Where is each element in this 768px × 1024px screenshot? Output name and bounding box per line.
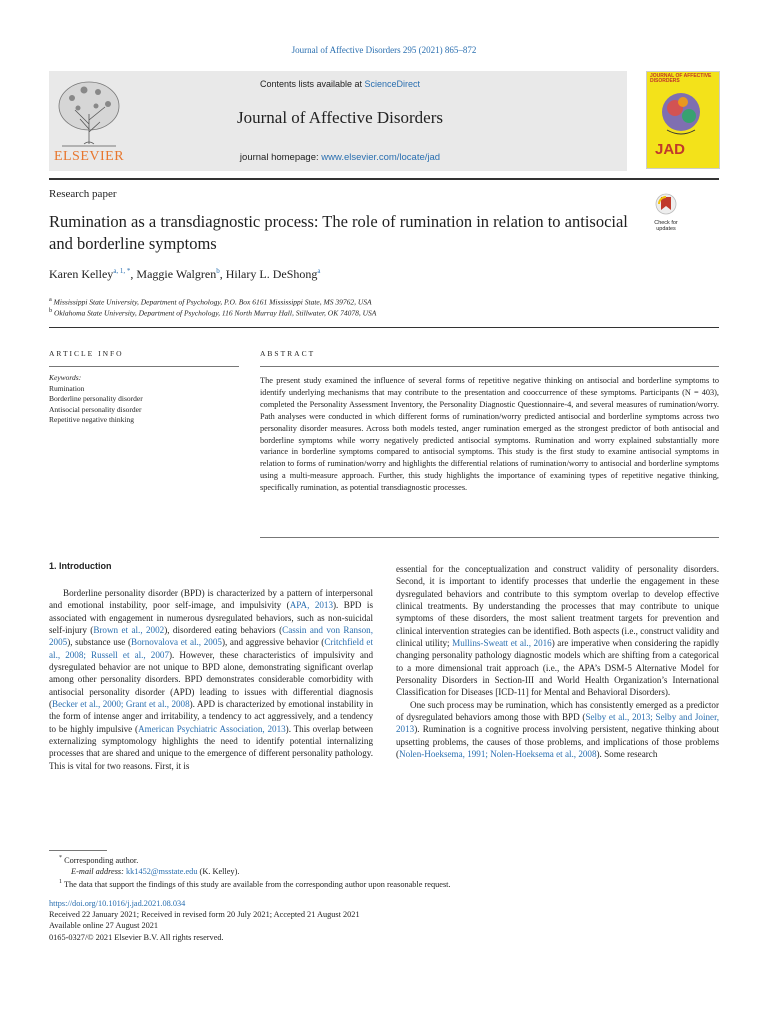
article-type: Research paper [49, 188, 117, 200]
keyword-item: Rumination [49, 383, 85, 393]
body-text: ) are imperative when considering the rapidly changing personality pathology diagnostic models which are shifting from a categorical to a more dimensional trait approach (i.e., the APA’s DSM-5 Alternative Model for Personality Disorders in Section-III and World Health Organization’s International Classification for Diseases [ICD-11] for Mental and Behavioral Disorders). [396, 638, 720, 698]
keyword-item: Borderline personality disorder [49, 394, 143, 403]
affiliation-mark: a [49, 296, 52, 303]
footnote-mark: * [59, 855, 62, 861]
body-text: ). BPD is associated with engagement in numerous dysregulated behaviors, such as non-suicidal self-injury ( [49, 600, 374, 636]
citation-link[interactable]: Becker et al., 2000; Grant et al., 2008 [52, 699, 190, 710]
doi-link[interactable]: https://doi.org/10.1016/j.jad.2021.08.034 [49, 899, 186, 908]
journal-citation[interactable]: Journal of Affective Disorders 295 (2021) 865–872 [291, 45, 477, 55]
abstract-rule [260, 366, 719, 367]
keyword-item: Antisocial personality disorder [49, 404, 142, 414]
footnote-corresponding [49, 853, 719, 866]
author-list [49, 267, 320, 282]
cover-title: JOURNAL OF AFFECTIVE DISORDERS [650, 73, 712, 84]
publication-info [49, 898, 549, 943]
footnote-text: Corresponding author. [64, 855, 139, 865]
body-text: Borderline personality disorder (BPD) is characterized by a pattern of interpersonal and emotional instability, poor self-image, and impulsivity ( [49, 588, 373, 611]
abstract-text: The present study examined the influence of several forms of repetitive negative thinking on antisocial and borderline symptoms to identify underlying mechanisms that may contribute to the presentation and cooccurrence of these symptoms. Participants (N = 403), completed the Personality Assessment Inventory, the Personality Diagnostic Questionnaire-4, and several measures of rumination/worry. Path analyses were conducted in which different forms of rumination/worry predicted antisocial and borderline symptoms across two personality disorder measures. Across both models tested, anger rumination emerged as the strongest predictor of both antisocial and borderline symptoms while worry negatively predicted antisocial symptoms. Rumination and worry explained substantially more variance in borderline symptoms compared to antisocial symptoms. This study is the first study to examine antisocial symptoms in relation to forms of rumination/worry and highlights the differential relations of rumination/worry to antisocial and borderline symptoms using a multi-measure approach. Further, this study highlights the importance of examining types of repetitive negative thinking, specifically rumination, as potential transdiagnostic processes. [260, 376, 719, 493]
affiliation-text: Mississippi State University, Department of Psychology, P.O. Box 6161 Mississippi State, MS 39762, USA [53, 297, 372, 307]
paragraph [49, 587, 373, 772]
section-rule [49, 327, 719, 328]
body-text: ). APD is characterized by emotional instability in the form of intense anger and irritability, a tendency to act aggressively, and a tendency to be highly impulsive ( [49, 699, 373, 734]
email-label: E-mail address: [71, 866, 126, 876]
body-text: ). Rumination is a cognitive process involving persistent, negative thinking about upsetting problems, the causes of those problems, and implications of those problems ( [396, 724, 719, 760]
citation-link[interactable]: Selby et al., 2013; Selby and Joiner, 2013 [396, 712, 720, 735]
body-column-right [396, 563, 719, 761]
footnote-text: The data that support the findings of this study are available from the corresponding author upon reasonable request. [63, 879, 451, 889]
email-link[interactable]: kk1452@msstate.edu [126, 866, 198, 876]
journal-title: Journal of Affective Disorders [237, 108, 443, 127]
body-column-left [49, 587, 373, 772]
affiliation-b [49, 307, 376, 318]
citation-link[interactable]: Bornovalova et al., 2005 [131, 637, 222, 648]
cover-jad-label: JAD [655, 141, 686, 158]
author-name: Maggie Walgren [136, 267, 217, 281]
citation-link[interactable]: Critchfield et al., 2008; Russell et al., 2007 [49, 637, 373, 660]
homepage-link[interactable]: www.elsevier.com/locate/jad [321, 152, 441, 163]
sciencedirect-link[interactable]: ScienceDirect [364, 79, 421, 89]
copyright: 0165-0327/© 2021 Elsevier B.V. All rights reserved. [49, 932, 224, 942]
author-1[interactable] [49, 267, 136, 281]
footnote-1 [49, 877, 719, 890]
contents-available [140, 79, 540, 89]
author-affil-mark[interactable]: b [216, 267, 220, 275]
check-for-updates-badge[interactable] [650, 193, 682, 233]
article-info-heading: ARTICLE INFO [49, 349, 124, 358]
online-date: Available online 27 August 2021 [49, 921, 159, 931]
article-info-rule [49, 366, 239, 367]
footnotes [49, 853, 719, 890]
affiliation-text: Oklahoma State University, Department of Psychology, 116 North Murray Hall, Stillwater, OK 74078, USA [54, 308, 377, 318]
body-text: One such process may be rumination, which has consistently emerged as a predictor of dysregulated behaviors among those with BPD ( [396, 699, 719, 723]
author-name: Karen Kelley [49, 267, 114, 281]
citation-link[interactable]: Brown et al., 2002 [93, 625, 165, 636]
journal-cover-image[interactable] [646, 71, 720, 169]
author-2[interactable] [136, 267, 225, 281]
contents-prefix: Contents lists available at [259, 79, 365, 89]
body-text: ), and aggressive behavior ( [221, 637, 325, 648]
email-suffix: (K. Kelley). [197, 866, 240, 876]
paragraph [396, 563, 719, 699]
author-separator: , [130, 267, 137, 281]
body-text: ), substance use ( [67, 637, 132, 648]
citation-link[interactable]: Mullins-Sweatt et al., 2016 [452, 638, 552, 649]
affiliation-a [49, 296, 372, 307]
keywords-block [49, 373, 239, 426]
header-rule [49, 178, 719, 180]
paragraph [396, 699, 719, 761]
citation-link[interactable]: Cassin and von Ranson, 2005 [49, 625, 373, 648]
keyword-item: Repetitive negative thinking [49, 415, 134, 424]
elsevier-wordmark: ELSEVIER [53, 149, 125, 164]
author-3[interactable] [226, 267, 321, 281]
footnote-email [49, 866, 719, 877]
section-heading-introduction: 1. Introduction [49, 561, 112, 571]
abstract-heading: ABSTRACT [260, 349, 316, 358]
author-name: Hilary L. DeShong [225, 267, 318, 281]
received-dates: Received 22 January 2021; Received in revised form 20 July 2021; Accepted 21 August 2021 [49, 910, 360, 920]
homepage-prefix: journal homepage: [239, 152, 322, 163]
body-text: ), disordered eating behaviors ( [164, 625, 283, 636]
citation-link[interactable]: APA, 2013 [289, 600, 334, 611]
citation-link[interactable]: Nolen-Hoeksema, 1991; Nolen-Hoeksema et al., 2008 [399, 749, 597, 760]
author-affil-mark[interactable]: a [317, 267, 321, 275]
citation-link[interactable]: American Psychiatric Association, 2013 [138, 723, 286, 734]
author-affil-mark[interactable]: a, 1, * [113, 267, 131, 275]
body-text: ). Some research [596, 749, 658, 760]
body-text: essential for the conceptualization and construct validity of personality disorders. Second, it is important to identify processes that underlie the engagement in these dysregulated behaviors and contribute to this symptom overlap to develop effective clinical treatments. By understanding the processes that may contribute to unique symptoms of these disorders, the most salient treatment targets for prevention and clinical intervention strategies can be identified. Both aspects (i.e., construct validity and clinical utility; [396, 564, 719, 649]
affiliation-mark: b [49, 307, 53, 314]
footnote-rule [49, 850, 107, 851]
abstract-bottom-rule [260, 537, 719, 538]
check-updates-icon [650, 193, 682, 215]
author-separator: , [219, 267, 226, 281]
keywords-label: Keywords: [49, 373, 82, 382]
footnote-mark: 1 [59, 879, 62, 886]
body-text: ). However, these characteristics of impulsivity and dysregulated behavior are not unique to BPD alone, demonstrating significant overlap among other personality disorders. BPD demonstrates considerable comorbidity with antisocial personality disorder (APD) leading to issues with differential diagnosis ( [49, 649, 373, 710]
body-text: ). This overlap between externalizing symptomology highlights the need to identify potential internalizing processes that are shared and unique to the emergence of different personality pathology. This is vital for two reasons. First, it is [49, 723, 373, 771]
journal-homepage [140, 152, 540, 163]
check-updates-label: Check for updates [654, 220, 678, 232]
article-title: Rumination as a transdiagnostic process: The role of rumination in relation to antisocial and borderline symptoms [49, 212, 628, 253]
